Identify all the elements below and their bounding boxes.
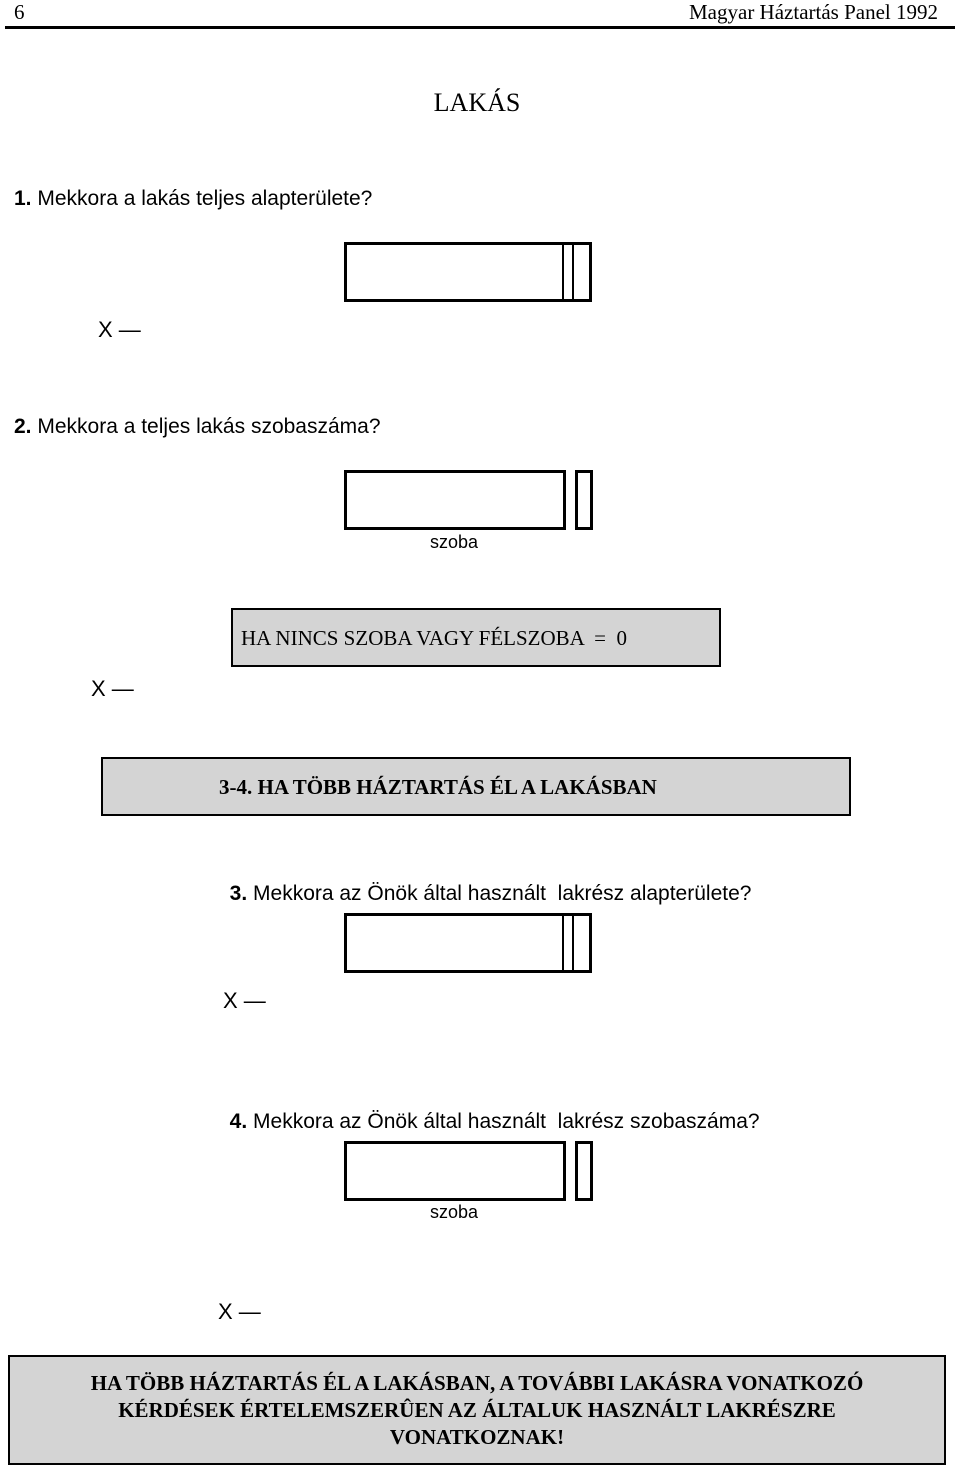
q3-area-divider (572, 916, 574, 970)
q2-instruction-text: HA NINCS SZOBA VAGY FÉLSZOBA = 0 (241, 626, 628, 650)
page-number: 6 (14, 0, 25, 24)
question-3 (218, 858, 751, 906)
section-title: LAKÁS (433, 88, 521, 117)
q2-instruction-box (231, 608, 721, 667)
q4-unit-label: szoba (430, 1202, 479, 1222)
q4-half-room-input[interactable] (575, 1141, 593, 1201)
final-notice-line-3: VONATKOZNAK! (389, 1425, 565, 1449)
question-4-number: 4. (229, 1110, 248, 1133)
final-notice-line-2: KÉRDÉSEK ÉRTELEMSZERÛEN AZ ÁLTALUK HASZNÁLT LAKRÉSZRE (118, 1398, 836, 1422)
q1-area-input[interactable] (344, 242, 592, 302)
question-1 (14, 187, 372, 211)
question-4 (218, 1086, 760, 1134)
question-2-text: Mekkora a teljes lakás szobaszáma? (31, 415, 381, 438)
q4-rooms-input[interactable] (344, 1141, 566, 1201)
q1-area-divider (572, 245, 574, 299)
question-2 (14, 415, 381, 439)
final-notice-text (10, 1370, 944, 1451)
final-notice-line-1: HA TÖBB HÁZTARTÁS ÉL A LAKÁSBAN, A TOVÁBBI LAKÁSRA VONATKOZÓ (90, 1371, 864, 1395)
final-notice-box (8, 1355, 946, 1465)
q1-area-divider (562, 245, 564, 299)
q3-area-divider (562, 916, 564, 970)
question-2-number: 2. (14, 415, 32, 438)
banner-3-4 (101, 757, 851, 816)
q3-area-input[interactable] (344, 913, 592, 973)
q2-unit-label: szoba (430, 532, 479, 552)
question-3-number: 3. (229, 882, 248, 905)
running-title: Magyar Háztartás Panel 1992 (689, 0, 938, 24)
question-1-text: Mekkora a lakás teljes alapterülete? (31, 187, 373, 210)
q2-half-room-input[interactable] (575, 470, 593, 530)
question-3-text: Mekkora az Önök által használt lakrész alapterülete? (247, 882, 752, 905)
question-1-number: 1. (14, 187, 32, 210)
q2-skip-mark[interactable]: X — (91, 676, 134, 701)
q3-skip-mark[interactable]: X — (223, 988, 266, 1013)
q4-skip-mark[interactable]: X — (218, 1299, 261, 1324)
header-rule (5, 26, 955, 29)
question-4-text: Mekkora az Önök által használt lakrész szobaszáma? (247, 1110, 760, 1133)
q1-skip-mark[interactable]: X — (98, 317, 141, 342)
banner-3-4-text: 3-4. HA TÖBB HÁZTARTÁS ÉL A LAKÁSBAN (219, 775, 657, 799)
q2-rooms-input[interactable] (344, 470, 566, 530)
